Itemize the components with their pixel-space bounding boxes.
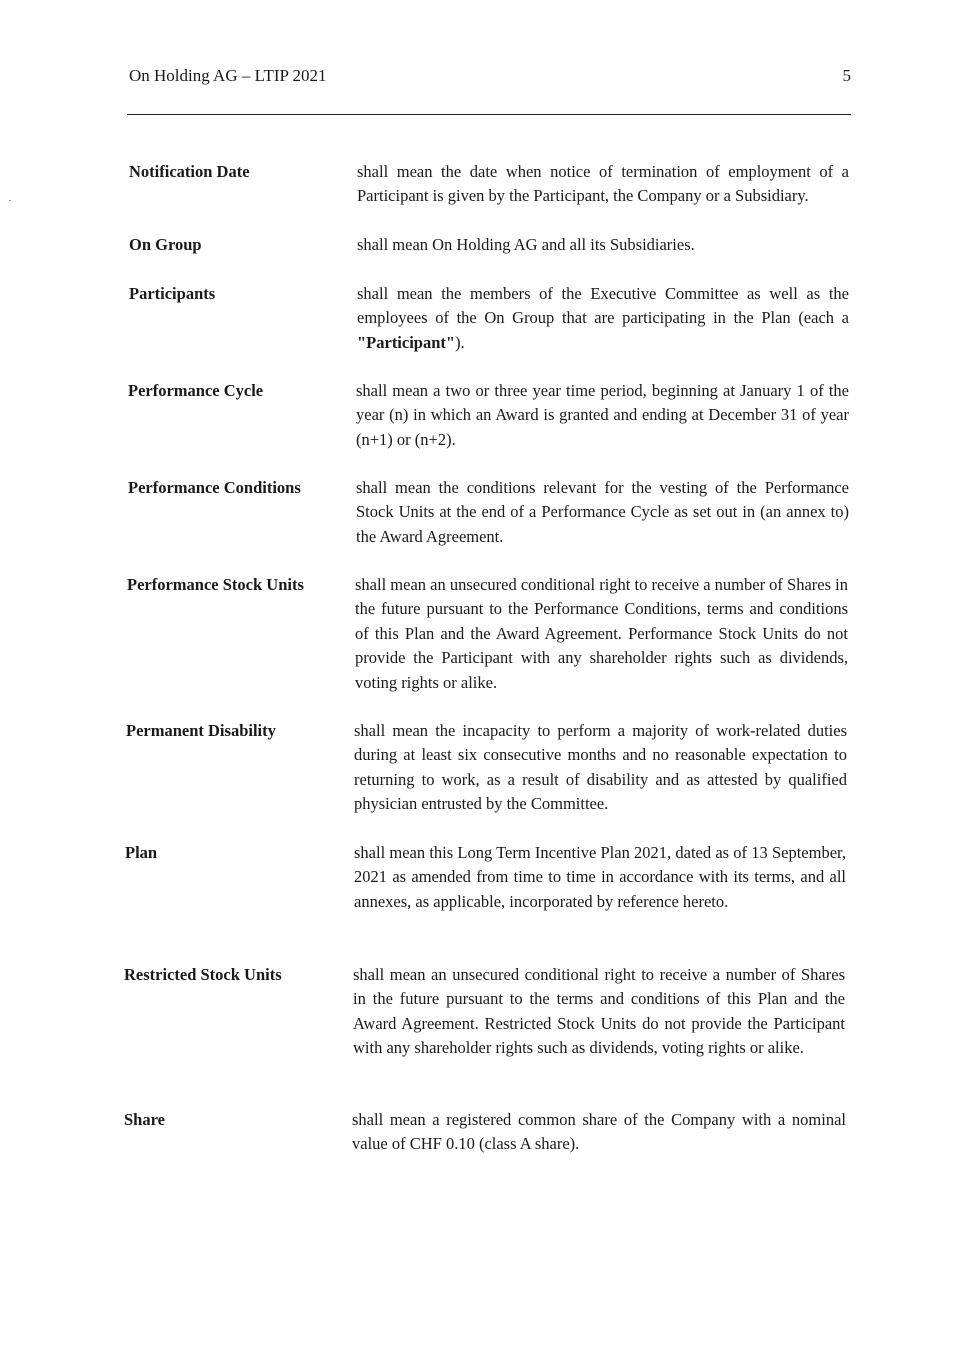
definition-term: Performance Cycle	[128, 381, 264, 400]
definition-term: Permanent Disability	[126, 721, 276, 740]
definition-description: shall mean this Long Term Incentive Plan 2021, dated as of 13 September, 2021 as amended from time to time in accordance with its terms, and all annexes, as applicable, incorporated by reference hereto.	[354, 843, 846, 911]
header-divider	[127, 114, 851, 115]
definition-term: Restricted Stock Units	[124, 965, 282, 984]
definition-term: Plan	[125, 843, 158, 862]
definition-description: shall mean a two or three year time period, beginning at January 1 of the year (n) in which an Award is granted and ending at December 31 of year (n+1) or (n+2).	[356, 381, 849, 449]
definition-description	[357, 282, 849, 355]
page-header	[129, 66, 851, 92]
defined-term-bold: "Participant"	[357, 332, 456, 352]
definition-term: Performance Conditions	[128, 478, 301, 497]
definition-description: shall mean the incapacity to perform a majority of work-related duties during at least six consecutive months and no reasonable expectation to returning to work, as a result of disability and as attested by qualified physician entrusted by the Committee.	[354, 721, 847, 814]
definition-description: shall mean an unsecured conditional right to receive a number of Shares in the future pursuant to the Performance Conditions, terms and conditions of this Plan and the Award Agreement. Performance Stock Units do not provide the Participant with any shareholder rights such as dividends, voting rights or alike.	[355, 575, 849, 692]
document-title: On Holding AG – LTIP 2021	[129, 66, 327, 85]
definition-description: shall mean the conditions relevant for the vesting of the Performance Stock Units at the end of a Performance Cycle as set out in (an annex to) the Award Agreement.	[356, 478, 849, 546]
description-text: shall mean the members of the Executive Committee as well as the employees of the On Group that are participating in the Plan (each a	[357, 284, 849, 328]
definition-term: Performance Stock Units	[127, 575, 304, 594]
definition-description: shall mean On Holding AG and all its Subsidiaries.	[357, 235, 695, 254]
page-number: 5	[842, 66, 851, 85]
definition-term: Share	[124, 1110, 165, 1129]
scan-mark	[9, 200, 11, 201]
definition-term: Participants	[129, 284, 216, 303]
definition-description: shall mean an unsecured conditional right to receive a number of Shares in the future pursuant to the terms and conditions of this Plan and the Award Agreement. Restricted Stock Units do not provide the Participant with any shareholder rights such as dividends, voting rights or alike.	[353, 965, 845, 1058]
definition-description: shall mean the date when notice of termination of employment of a Participant is given by the Participant, the Company or a Subsidiary.	[357, 162, 849, 206]
description-text-end: ).	[455, 332, 465, 352]
definition-description: shall mean a registered common share of the Company with a nominal value of CHF 0.10 (class A share).	[352, 1110, 846, 1154]
definition-term: On Group	[129, 235, 202, 254]
definition-term: Notification Date	[129, 162, 250, 181]
